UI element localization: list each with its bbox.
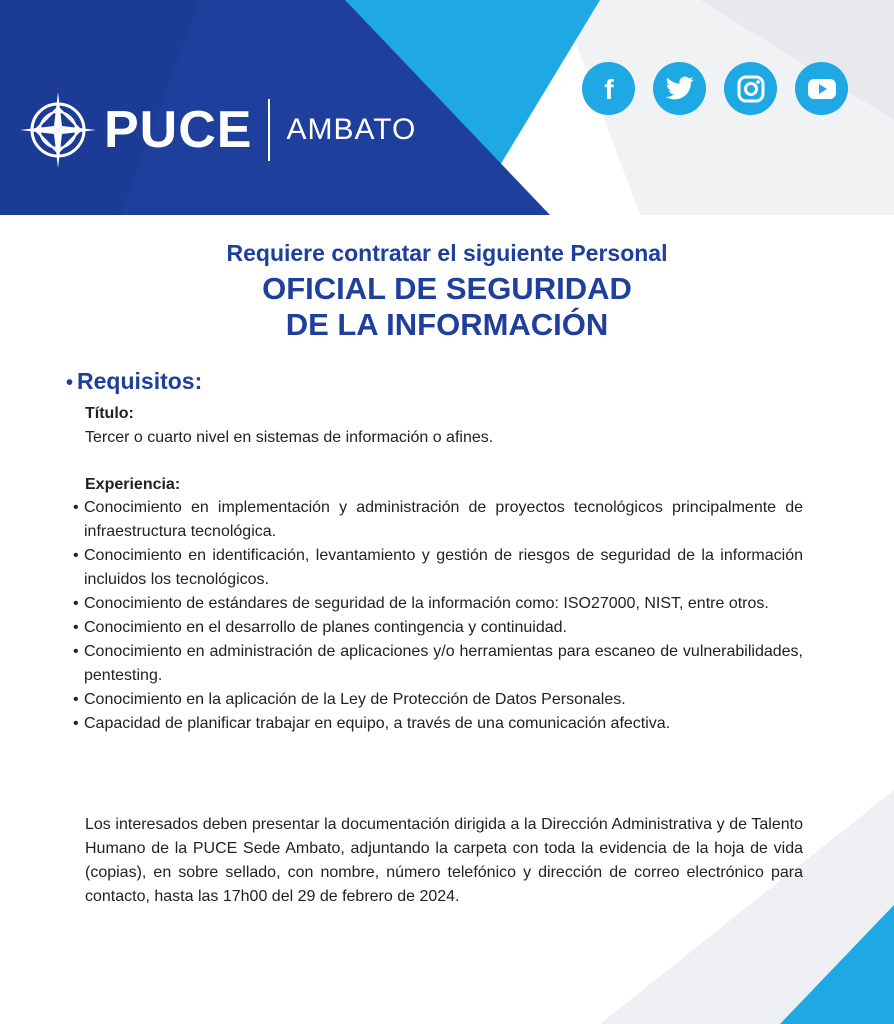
experience-list (73, 496, 803, 736)
list-item: • Conocimiento de estándares de seguridad de la información como: ISO27000, NIST, entre otros. (73, 592, 803, 616)
instagram-icon[interactable] (724, 62, 777, 115)
youtube-icon[interactable] (795, 62, 848, 115)
job-title-line-1: OFICIAL DE SEGURIDAD (262, 271, 632, 306)
list-item: • Capacidad de planificar trabajar en equipo, a través de una comunicación afectiva. (73, 712, 803, 736)
campus-name: AMBATO (286, 113, 417, 146)
job-title-line-2: DE LA INFORMACIÓN (285, 307, 609, 342)
title-label: Título: (85, 405, 134, 422)
requirements-heading (66, 368, 202, 395)
brand-name: PUCE (104, 101, 253, 159)
twitter-icon[interactable] (653, 62, 706, 115)
bullet-icon: • (66, 372, 74, 394)
svg-text:f: f (603, 73, 614, 104)
logo-divider (268, 99, 270, 161)
list-item: • Conocimiento en implementación y administración de proyectos tecnológicos principalmente de infraestructura tecnológica. (73, 496, 803, 544)
puce-emblem-icon (18, 90, 98, 170)
requirements-heading-text: Requisitos: (77, 368, 203, 394)
puce-logo (18, 85, 416, 175)
list-item: • Conocimiento en el desarrollo de planes contingencia y continuidad. (73, 616, 803, 640)
experience-label: Experiencia: (85, 476, 181, 493)
list-item: • Conocimiento en la aplicación de la Ley de Protección de Datos Personales. (73, 688, 803, 712)
list-item: • Conocimiento en identificación, levantamiento y gestión de riesgos de seguridad de la información incluidos los tecnológicos. (73, 544, 803, 592)
list-item: • Conocimiento en administración de aplicaciones y/o herramientas para escaneo de vulnerabilidades, pentesting. (73, 640, 803, 688)
hiring-subtitle: Requiere contratar el siguiente Personal (226, 240, 668, 266)
social-links (582, 62, 848, 115)
title-text: Tercer o cuarto nivel en sistemas de información o afines. (85, 429, 494, 446)
facebook-icon[interactable] (582, 62, 635, 115)
application-instructions: Los interesados deben presentar la documentación dirigida a la Dirección Administrativa y de Talento Humano de la PUCE Sede Ambato, adjuntando la carpeta con toda la evidencia de la hoja de vida (copias), en sobre sellado, con nombre, número telefónico y dirección de correo electrónico para contacto, hasta las 17h00 del 29 de febrero de 2024. (85, 816, 803, 905)
